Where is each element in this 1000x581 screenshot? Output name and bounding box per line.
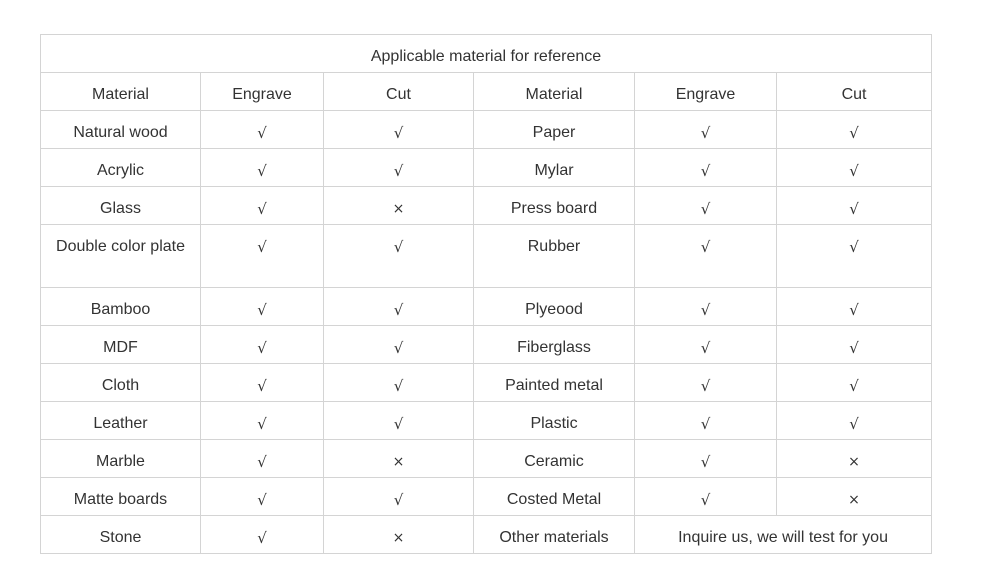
table-row <box>41 326 932 364</box>
cut-right-mark: √ <box>777 402 932 440</box>
cut-right-mark: √ <box>777 364 932 402</box>
material-right-cell: Plyeood <box>474 288 635 326</box>
material-left-cell: Natural wood <box>41 111 201 149</box>
table-title-row <box>41 35 932 73</box>
material-left-cell: Marble <box>41 440 201 478</box>
material-left-cell: Stone <box>41 516 201 554</box>
table-header-row <box>41 73 932 111</box>
cut-left-mark: √ <box>324 478 474 516</box>
material-right-cell: Press board <box>474 187 635 225</box>
material-right-cell: Rubber <box>474 225 635 288</box>
material-left-cell: Double color plate <box>41 225 201 288</box>
engrave-right-mark: √ <box>635 288 777 326</box>
material-right-cell: Other materials <box>474 516 635 554</box>
cut-left-mark: √ <box>324 111 474 149</box>
table-row <box>41 225 932 288</box>
cut-right-mark: √ <box>777 225 932 288</box>
cut-right-mark: √ <box>777 149 932 187</box>
material-right-cell: Costed Metal <box>474 478 635 516</box>
table-row <box>41 402 932 440</box>
cut-left-mark: √ <box>324 149 474 187</box>
cut-right-mark: × <box>777 478 932 516</box>
engrave-left-mark: √ <box>201 364 324 402</box>
material-left-cell: Matte boards <box>41 478 201 516</box>
material-right-cell: Plastic <box>474 402 635 440</box>
engrave-left-mark: √ <box>201 149 324 187</box>
engrave-right-mark: √ <box>635 149 777 187</box>
engrave-left-mark: √ <box>201 402 324 440</box>
cut-right-mark: √ <box>777 187 932 225</box>
engrave-left-mark: √ <box>201 111 324 149</box>
engrave-right-mark: √ <box>635 402 777 440</box>
engrave-right-mark: √ <box>635 364 777 402</box>
material-right-cell: Painted metal <box>474 364 635 402</box>
engrave-right-mark: √ <box>635 326 777 364</box>
material-left-cell: Leather <box>41 402 201 440</box>
table-title: Applicable material for reference <box>41 35 932 73</box>
engrave-left-mark: √ <box>201 326 324 364</box>
material-right-cell: Ceramic <box>474 440 635 478</box>
cut-left-mark: √ <box>324 288 474 326</box>
engrave-left-mark: √ <box>201 187 324 225</box>
table-row <box>41 516 932 554</box>
table-row <box>41 187 932 225</box>
table-row <box>41 149 932 187</box>
header-engrave-right: Engrave <box>635 73 777 111</box>
cut-right-mark: √ <box>777 288 932 326</box>
cut-left-mark: √ <box>324 326 474 364</box>
header-engrave-left: Engrave <box>201 73 324 111</box>
header-material-left: Material <box>41 73 201 111</box>
engrave-right-mark: √ <box>635 478 777 516</box>
engrave-left-mark: √ <box>201 225 324 288</box>
cut-right-mark: √ <box>777 111 932 149</box>
engrave-left-mark: √ <box>201 288 324 326</box>
engrave-right-mark: √ <box>635 111 777 149</box>
table-row <box>41 111 932 149</box>
cut-left-mark: × <box>324 516 474 554</box>
cut-right-mark: √ <box>777 326 932 364</box>
inquiry-note: Inquire us, we will test for you <box>635 516 932 554</box>
engrave-right-mark: √ <box>635 440 777 478</box>
material-right-cell: Mylar <box>474 149 635 187</box>
header-material-right: Material <box>474 73 635 111</box>
engrave-right-mark: √ <box>635 187 777 225</box>
material-left-cell: Bamboo <box>41 288 201 326</box>
material-right-cell: Fiberglass <box>474 326 635 364</box>
header-cut-left: Cut <box>324 73 474 111</box>
table-row <box>41 440 932 478</box>
material-right-cell: Paper <box>474 111 635 149</box>
header-cut-right: Cut <box>777 73 932 111</box>
table-row <box>41 478 932 516</box>
cut-left-mark: √ <box>324 364 474 402</box>
material-left-cell: Cloth <box>41 364 201 402</box>
table-row <box>41 364 932 402</box>
engrave-left-mark: √ <box>201 440 324 478</box>
engrave-right-mark: √ <box>635 225 777 288</box>
material-left-cell: Acrylic <box>41 149 201 187</box>
cut-left-mark: × <box>324 440 474 478</box>
material-left-cell: MDF <box>41 326 201 364</box>
material-reference-table <box>40 34 932 554</box>
material-left-cell: Glass <box>41 187 201 225</box>
cut-left-mark: √ <box>324 402 474 440</box>
engrave-left-mark: √ <box>201 478 324 516</box>
engrave-left-mark: √ <box>201 516 324 554</box>
table-row <box>41 288 932 326</box>
cut-right-mark: × <box>777 440 932 478</box>
cut-left-mark: √ <box>324 225 474 288</box>
cut-left-mark: × <box>324 187 474 225</box>
